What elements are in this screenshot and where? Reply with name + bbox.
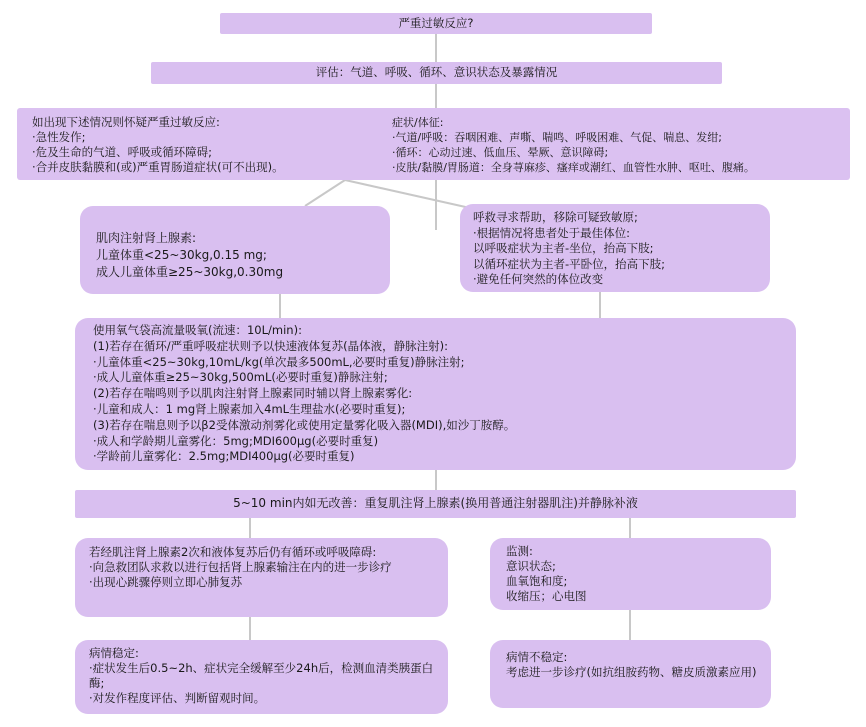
symptoms-item: ·气道/呼吸：吞咽困难、声嘶、喘鸣、呼吸困难、气促、喘息、发绀; bbox=[392, 131, 722, 144]
unstable-heading: 病情不稳定: bbox=[506, 650, 568, 664]
suspect-item: ·危及生命的气道、呼吸或循环障碍; bbox=[32, 145, 213, 159]
epinephrine-item: 儿童体重<25~30kg,0.15 mg; bbox=[96, 248, 267, 262]
oxygen-item: (2)若存在喘鸣则予以肌肉注射肾上腺素同时辅以肾上腺素雾化: bbox=[93, 386, 413, 401]
persist-heading: 若经肌注肾上腺素2次和液体复苏后仍有循环或呼吸障碍: bbox=[89, 545, 377, 559]
persist-box bbox=[75, 538, 448, 617]
oxygen-heading: 使用氧气袋高流量吸氧(流速：10L/min): bbox=[93, 323, 302, 337]
epinephrine-heading: 肌肉注射肾上腺素: bbox=[96, 231, 197, 245]
suspect-heading: 如出现下述情况则怀疑严重过敏反应: bbox=[32, 115, 220, 129]
persist-item: ·出现心跳骤停则立即心肺复苏 bbox=[89, 575, 243, 589]
assessment-box bbox=[151, 62, 722, 84]
monitor-item: 血氧饱和度; bbox=[506, 574, 568, 588]
epinephrine-box bbox=[80, 206, 390, 294]
assessment-text: 评估：气道、呼吸、循环、意识状态及暴露情况 bbox=[315, 65, 558, 79]
title-box bbox=[220, 13, 652, 34]
help-item: ·根据情况将患者处于最佳体位: bbox=[473, 225, 631, 240]
oxygen-item: ·儿童体重<25~30kg,10mL/kg(单次最多500mL,必要时重复)静脉注射; bbox=[93, 354, 465, 369]
symptoms-item: ·循环：心动过速、低血压、晕厥、意识障碍; bbox=[392, 146, 609, 159]
monitor-heading: 监测: bbox=[506, 544, 533, 558]
oxygen-box bbox=[75, 318, 796, 470]
repeat-text: 5~10 min内如无改善：重复肌注肾上腺素(换用普通注射器肌注)并静脉补液 bbox=[233, 496, 638, 510]
oxygen-item: ·成人儿童体重≥25~30kg,500mL(必要时重复)静脉注射; bbox=[93, 370, 388, 385]
unstable-item: 考虑进一步诊疗(如抗组胺药物、糖皮质激素应用) bbox=[506, 665, 757, 679]
symptoms-heading: 症状/体征: bbox=[392, 116, 444, 129]
symptoms-item: ·皮肤/黏膜/胃肠道：全身荨麻疹、瘙痒或潮红、血管性水肿、呕吐、腹痛。 bbox=[392, 161, 755, 174]
connector-suspect-help bbox=[345, 180, 470, 208]
help-positioning-box bbox=[460, 204, 770, 292]
unstable-box bbox=[490, 640, 771, 708]
help-item: 以呼吸症状为主者-坐位，抬高下肢; bbox=[473, 241, 654, 255]
symptoms-box bbox=[385, 108, 850, 180]
monitor-box bbox=[490, 538, 771, 610]
stable-box bbox=[75, 640, 448, 714]
suspect-item: ·合并皮肤黏膜和(或)严重胃肠道症状(可不出现)。 bbox=[32, 160, 284, 174]
repeat-box bbox=[75, 490, 796, 518]
stable-item: ·对发作程度评估、判断留观时间。 bbox=[89, 691, 266, 705]
help-item: ·避免任何突然的体位改变 bbox=[473, 272, 604, 286]
suspect-item: ·急性发作; bbox=[32, 130, 86, 144]
connector-suspect-epinephrine bbox=[305, 180, 345, 206]
stable-item: ·症状发生后0.5~2h、症状完全缓解至少24h后，检测血清类胰蛋白酶; bbox=[89, 661, 434, 690]
oxygen-item: ·儿童和成人：1 mg肾上腺素加入4mL生理盐水(必要时重复); bbox=[93, 401, 406, 416]
monitor-item: 收缩压；心电图 bbox=[506, 589, 587, 603]
help-heading: 呼救寻求帮助，移除可疑致敏原; bbox=[473, 210, 638, 224]
epinephrine-item: 成人儿童体重≥25~30kg,0.30mg bbox=[96, 265, 284, 279]
oxygen-item: ·学龄前儿童雾化：2.5mg;MDI400μg(必要时重复) bbox=[93, 449, 355, 464]
oxygen-item: ·成人和学龄期儿童雾化：5mg;MDI600μg(必要时重复) bbox=[93, 433, 379, 448]
stable-heading: 病情稳定: bbox=[89, 646, 139, 660]
help-item: 以循环症状为主者-平卧位，抬高下肢; bbox=[473, 256, 666, 271]
title-text: 严重过敏反应? bbox=[398, 16, 474, 30]
monitor-item: 意识状态; bbox=[506, 559, 556, 573]
suspect-box bbox=[17, 108, 437, 180]
persist-item: ·向急救团队求救以进行包括肾上腺素输注在内的进一步诊疗 bbox=[89, 560, 392, 574]
oxygen-item: (1)若存在循环/严重呼吸症状则予以快速液体复苏(晶体液，静脉注射): bbox=[93, 338, 449, 353]
oxygen-item: (3)若存在喘息则予以β2受体激动剂雾化或使用定量雾化吸入器(MDI),如沙丁胺醇。 bbox=[93, 417, 516, 432]
